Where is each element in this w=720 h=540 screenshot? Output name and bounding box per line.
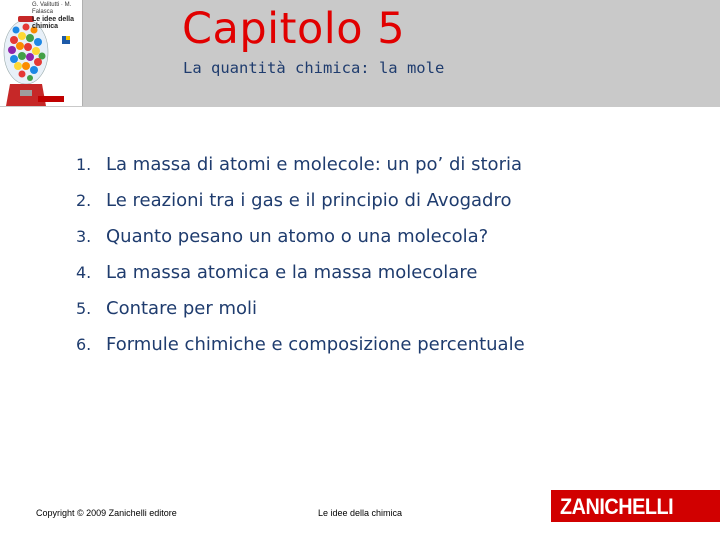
- toc-item-number: 5.: [76, 298, 92, 318]
- toc-item-text: La massa di atomi e molecole: un po’ di storia: [106, 153, 522, 175]
- toc-item-text: La massa atomica e la massa molecolare: [106, 261, 478, 283]
- book-cover-book-title: Le idee della chimica: [32, 16, 75, 30]
- chapter-subtitle: La quantità chimica: la mole: [183, 59, 445, 77]
- book-cover-authors: G. Valitutti · M. Falasca: [32, 2, 72, 15]
- book-cover-publisher-band: [38, 96, 64, 102]
- chapter-title: Capitolo 5: [182, 4, 406, 54]
- logo-text: ZANICHELLI: [560, 494, 674, 519]
- footer-copyright: Copyright © 2009 Zanichelli editore: [36, 508, 177, 518]
- toc-item-number: 1.: [76, 154, 92, 174]
- book-cover-image: [0, 0, 83, 106]
- toc-item-5: [76, 290, 525, 326]
- toc-item-text: Formule chimiche e composizione percentuale: [106, 333, 525, 355]
- book-cover-title: [32, 2, 80, 30]
- cover-badge-icon: [62, 36, 70, 44]
- toc-item-text: Contare per moli: [106, 297, 258, 319]
- toc-item-1: [76, 146, 525, 182]
- toc-item-text: Le reazioni tra i gas e il principio di Avogadro: [106, 189, 512, 211]
- toc-item-text: Quanto pesano un atomo o una molecola?: [106, 225, 489, 247]
- toc-item-number: 3.: [76, 226, 92, 246]
- toc-item-3: [76, 218, 525, 254]
- toc-item-number: 6.: [76, 334, 92, 354]
- toc-item-4: [76, 254, 525, 290]
- toc-item-number: 4.: [76, 262, 92, 282]
- footer-book-title: Le idee della chimica: [318, 508, 403, 518]
- table-of-contents: [76, 146, 525, 362]
- toc-item-number: 2.: [76, 190, 92, 210]
- toc-item-2: [76, 182, 525, 218]
- toc-item-6: [76, 326, 525, 362]
- header-band: [0, 0, 720, 107]
- zanichelli-logo: [551, 490, 720, 522]
